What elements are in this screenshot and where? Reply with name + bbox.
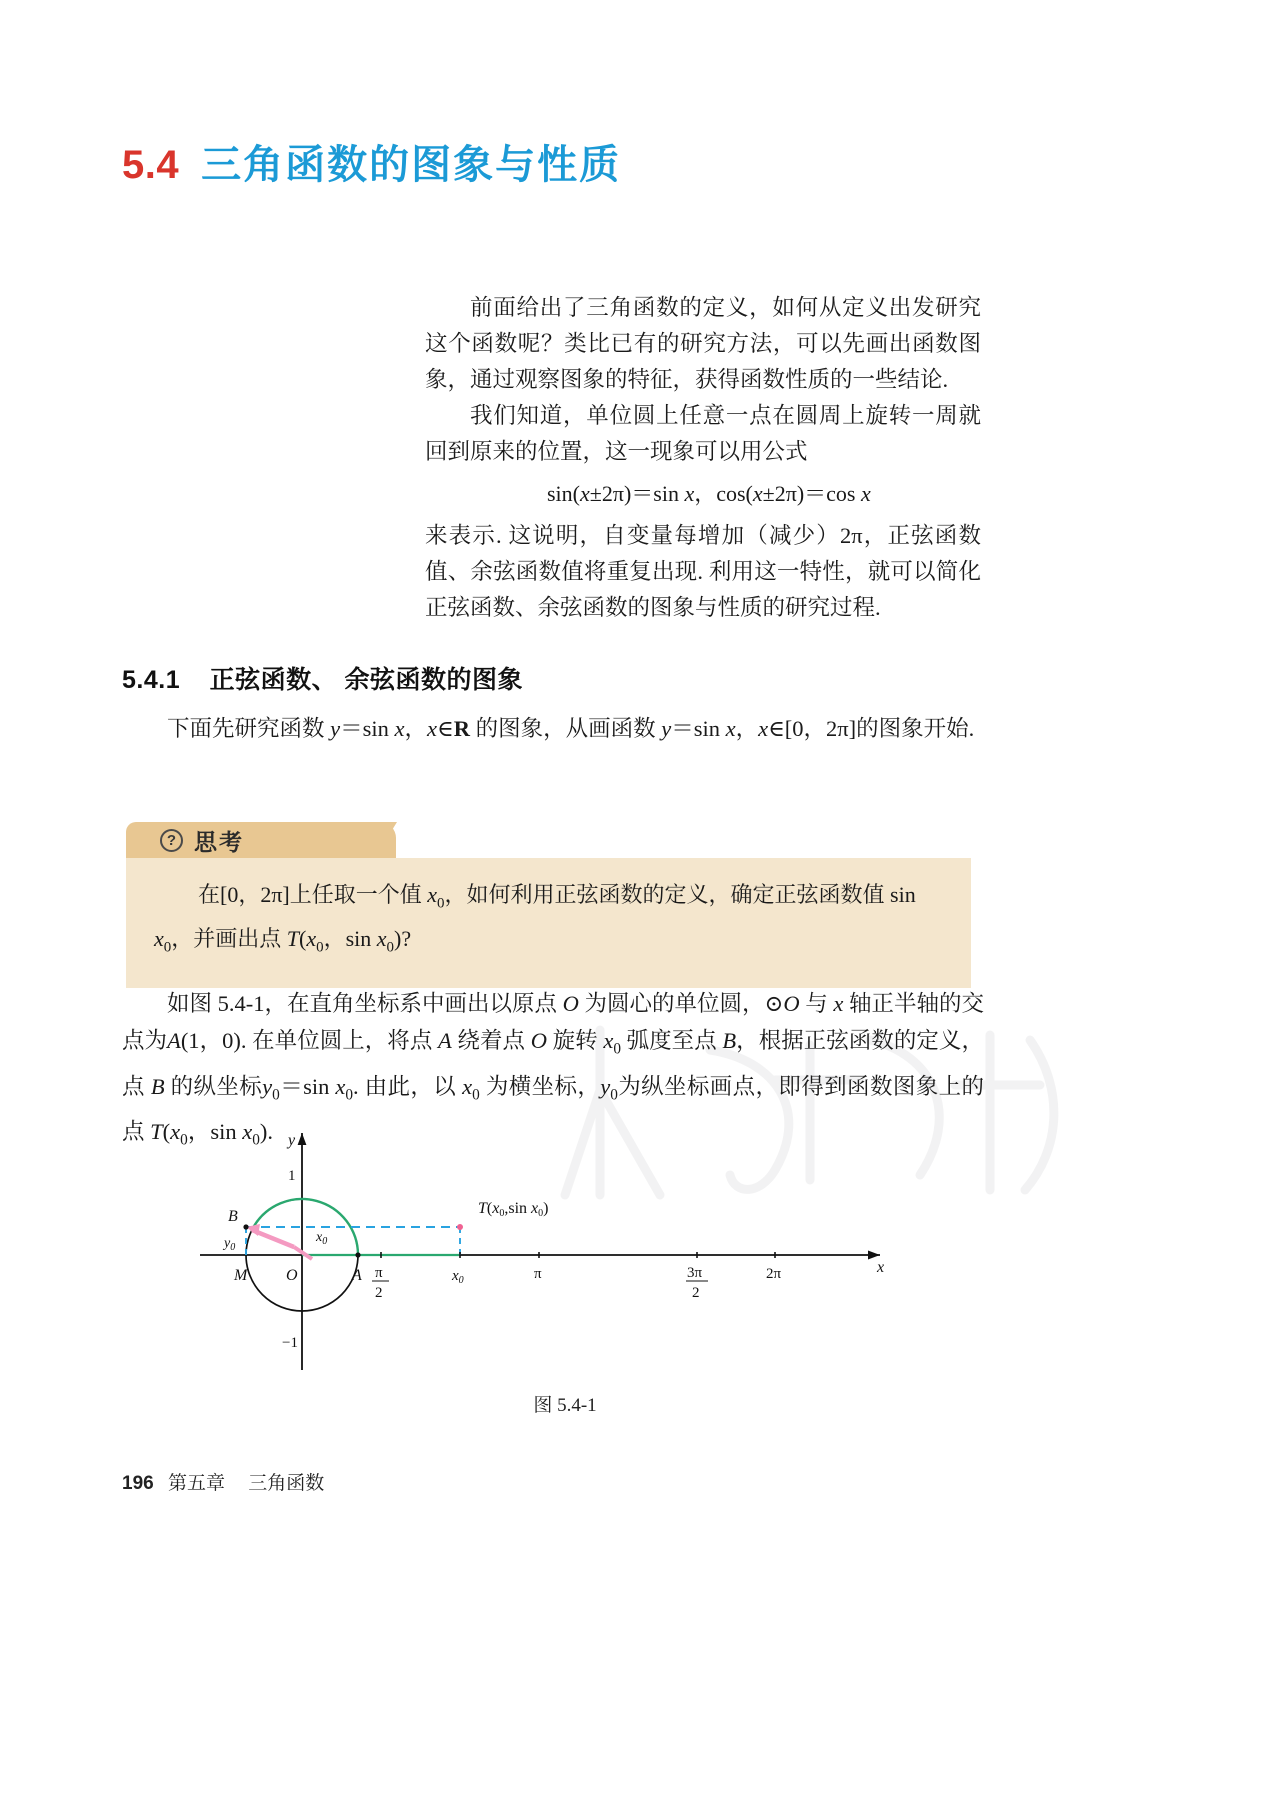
- unit-circle-sine-figure: [190, 1125, 910, 1375]
- think-box: [126, 822, 971, 988]
- x-tick-label-x0: $x_0$: [452, 1268, 464, 1286]
- footer-page-number: 196: [122, 1473, 154, 1494]
- y-tick-minus-1: −1: [282, 1335, 298, 1351]
- question-mark-icon: ?: [160, 829, 183, 852]
- footer-chapter: 第五章: [167, 1473, 225, 1494]
- think-box-text: 在[0，2π]上任取一个值 $x_0$，如何利用正弦函数的定义，确定正弦函数值 $\sin x_0$，并画出点 $T(x_0$，$\sin x_0$)?: [154, 882, 916, 956]
- section-title: 三角函数的图象与性质: [201, 143, 622, 187]
- svg-text:3π: 3π: [687, 1265, 703, 1281]
- subsection-heading: [122, 660, 523, 696]
- periodicity-formula: sin(x±2π)＝sin x，cos(x±2π)＝cos x: [547, 481, 871, 506]
- body-paragraph-block: [122, 710, 982, 747]
- svg-text:π: π: [375, 1265, 383, 1281]
- subsection-number: 5.4.1: [122, 666, 181, 694]
- section-number: 5.4: [122, 143, 180, 187]
- y-axis-arrow: [298, 1133, 307, 1145]
- rotation-arrow-tail: [294, 1247, 312, 1259]
- svg-text:2: 2: [375, 1285, 383, 1301]
- y-axis-label: y: [288, 1132, 296, 1149]
- intro-paragraph-1: 前面给出了三角函数的定义，如何从定义出发研究这个函数呢？类比已有的研究方法，可以先画出函数图象，通过观察图象的特征，获得函数性质的一些结论.: [425, 295, 981, 392]
- think-box-label: 思考: [194, 828, 244, 855]
- label-M: M: [234, 1267, 248, 1284]
- x-tick-label-3pi-over-2: [686, 1265, 708, 1301]
- x-axis-label: x: [877, 1259, 885, 1276]
- label-y0: $y_0$: [224, 1236, 236, 1253]
- point-B: [243, 1224, 248, 1229]
- intro-paragraph-2a: 我们知道，单位圆上任意一点在圆周上旋转一周就回到原来的位置，这一现象可以用公式: [425, 403, 981, 464]
- label-x0-arc: $x_0$: [316, 1230, 328, 1247]
- point-T: [457, 1224, 463, 1230]
- label-B: B: [228, 1208, 238, 1225]
- svg-text:2: 2: [692, 1285, 700, 1301]
- intro-paragraph-2b: 来表示. 这说明，自变量每增加（减少）2π，正弦函数值、余弦函数值将重复出现. 利用这一特性，就可以简化正弦函数、余弦函数的图象与性质的研究过程.: [425, 523, 981, 620]
- footer-chapter-title: 三角函数: [248, 1473, 325, 1494]
- point-A: [355, 1252, 360, 1257]
- y-tick-1: 1: [288, 1168, 296, 1184]
- x-tick-label-pi: π: [534, 1266, 542, 1282]
- figure-caption: 图 5.4-1: [533, 1395, 597, 1416]
- think-box-body: [126, 858, 971, 988]
- x-tick-label-pi-over-2: [372, 1265, 389, 1301]
- label-A: A: [352, 1267, 362, 1284]
- page-footer: [122, 1468, 324, 1495]
- page-title: [122, 133, 621, 190]
- label-O: O: [286, 1267, 298, 1284]
- figure-description: 如图 5.4-1，在直角坐标系中画出以原点 O 为圆心的单位圆，⊙O 与 x 轴正半轴的交点为A(1，0). 在单位圆上，将点 A 绕着点 O 旋转 $x_0$ 弧度至点 B，根据正弦函数的定义，点 B 的纵坐标$y_0=\sin$ $x_0$. 由此，以 $x_0$ 为横坐标，$y_0$为纵坐标画点，即得到函数图象上的点 $T(x_0$，$\sin x_0$).: [122, 991, 985, 1149]
- x-tick-label-2pi: 2π: [766, 1266, 782, 1282]
- subsection-title: 正弦函数、 余弦函数的图象: [209, 666, 524, 694]
- body-paragraph: 下面先研究函数 y＝sin x，x∈R 的图象，从画函数 y＝sin x，x∈[0，2π]的图象开始.: [167, 716, 975, 741]
- intro-block: [425, 290, 981, 626]
- label-T: T(x0,sin x0): [478, 1200, 549, 1219]
- think-box-tab: [126, 822, 396, 858]
